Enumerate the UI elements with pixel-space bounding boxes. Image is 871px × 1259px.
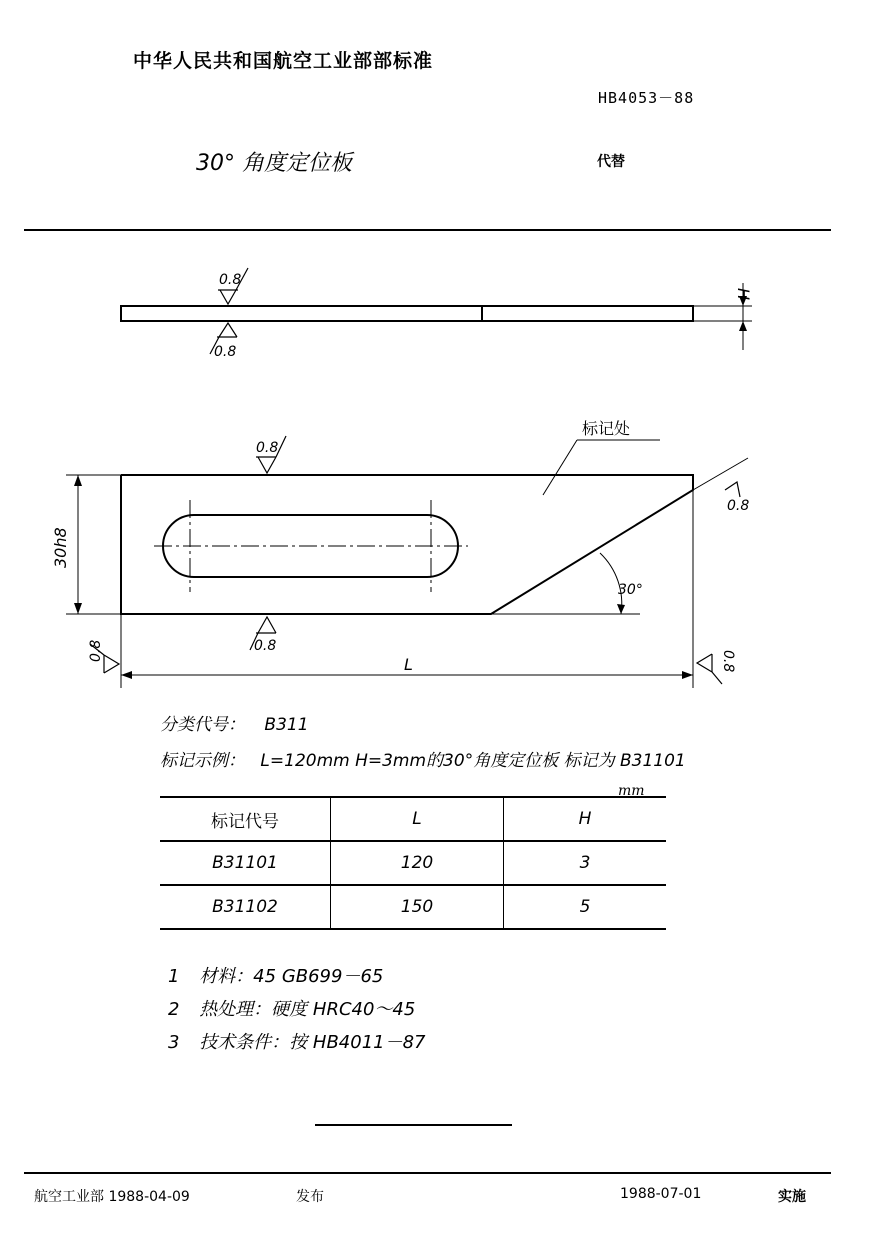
length-dimension-label: L [404, 655, 413, 674]
footer-rule [24, 1172, 831, 1174]
width-dimension-label: 30h8 [51, 527, 70, 568]
requirement-number: 1 [168, 966, 180, 987]
table-row [160, 841, 666, 885]
table-cell: 3 [504, 841, 667, 885]
footer-issuer: 航空工业部 1988-04-09 [34, 1189, 190, 1205]
requirement-number: 2 [168, 999, 180, 1020]
requirement-item [168, 1028, 426, 1054]
requirement-text: 热处理：硬度 HRC40～45 [199, 999, 416, 1020]
footer-effective-date: 1988-07-01 [620, 1186, 702, 1202]
footer-implemented-label: 实施 [778, 1189, 806, 1205]
class-code-line [160, 710, 309, 735]
marking-example-line [160, 746, 686, 771]
requirement-number: 3 [168, 1032, 180, 1053]
marking-example-text: L=120mm H=3mm的30°角度定位板 标记为 B31101 [260, 751, 686, 771]
table-cell: 150 [331, 885, 504, 929]
requirement-item [168, 995, 415, 1021]
dimension-table [160, 796, 666, 930]
page-title: 30° 角度定位板 [196, 151, 352, 176]
roughness-label: 0.8 [720, 650, 736, 673]
table-cell: 5 [504, 885, 667, 929]
marking-example-label: 标记示例： [160, 751, 245, 771]
table-cell: 120 [331, 841, 504, 885]
height-dimension-label: H [734, 288, 753, 301]
table-cell: B31102 [160, 885, 331, 929]
roughness-label: 0.8 [88, 639, 104, 662]
end-rule [315, 1124, 512, 1126]
issuing-organization: 中华人民共和国航空工业部部标准 [133, 50, 434, 72]
roughness-label: 0.8 [219, 272, 242, 288]
roughness-label: 0.8 [256, 440, 279, 456]
table-header-row [160, 797, 666, 841]
requirement-item [168, 962, 383, 988]
table-row [160, 885, 666, 929]
side-view-plate [121, 306, 693, 321]
roughness-label: 0.8 [254, 638, 277, 654]
requirement-text: 技术条件：按 HB4011－87 [199, 1032, 426, 1053]
column-header: 标记代号 [160, 797, 331, 841]
class-code-label: 分类代号： [160, 715, 245, 735]
roughness-label: 0.8 [214, 344, 237, 360]
standard-code: HB4053－88 [598, 89, 695, 107]
column-header: L [331, 797, 504, 841]
column-header: H [504, 797, 667, 841]
top-view-outline [121, 475, 693, 614]
table-unit: mm [618, 783, 645, 799]
replaces-label: 代替 [597, 154, 625, 170]
marking-location-label: 标记处 [582, 419, 631, 438]
angle-label: 30° [618, 582, 643, 598]
roughness-label: 0.8 [727, 498, 750, 514]
requirement-text: 材料：45 GB699－65 [199, 966, 384, 987]
table-cell: B31101 [160, 841, 331, 885]
footer-issued-label: 发布 [296, 1189, 324, 1205]
class-code-value: B311 [264, 715, 309, 735]
